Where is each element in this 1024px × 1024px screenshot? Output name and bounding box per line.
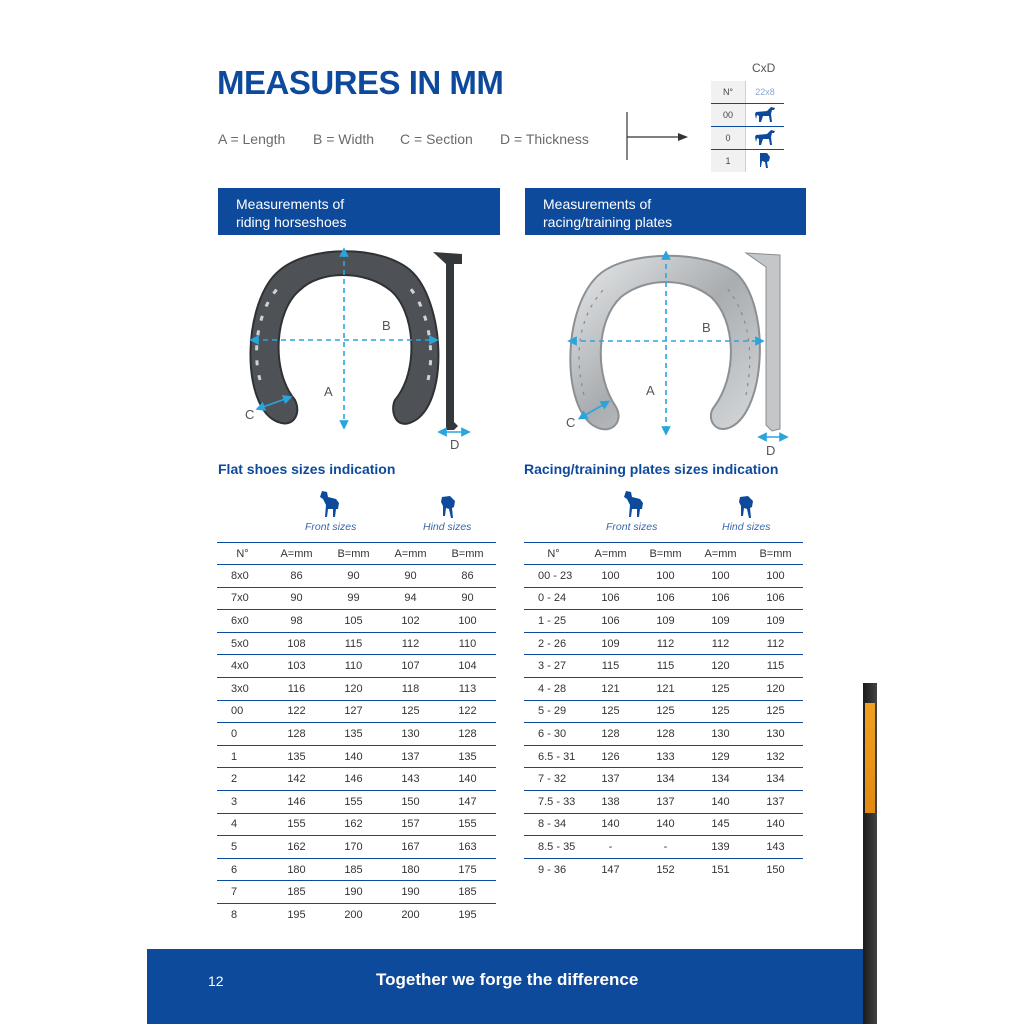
label-d: D xyxy=(450,437,460,452)
measure-cell: 98 xyxy=(268,610,325,633)
hind-horse-icon xyxy=(738,494,756,520)
measure-cell: 157 xyxy=(382,813,439,836)
measure-cell: 135 xyxy=(325,723,382,746)
table-row xyxy=(524,655,803,678)
racing-plates-title: Racing/training plates sizes indication xyxy=(524,461,779,477)
measure-cell: 163 xyxy=(439,836,496,859)
page-number: 12 xyxy=(208,973,224,989)
measure-cell: 200 xyxy=(344,908,363,921)
table-row xyxy=(217,587,496,610)
col-header: B=mm xyxy=(748,543,803,565)
riding-horseshoe-diagram xyxy=(230,240,500,455)
table-row xyxy=(524,836,803,859)
measure-cell: 115 xyxy=(325,632,382,655)
col-header: A=mm xyxy=(693,543,748,565)
measure-cell: 162 xyxy=(325,813,382,836)
size-number-cell: 5x0 xyxy=(217,632,268,655)
measure-cell: 106 xyxy=(638,587,693,610)
size-number-cell: 4x0 xyxy=(217,655,268,678)
table-row xyxy=(524,632,803,655)
measure-cell: 100 xyxy=(439,610,496,633)
measure-cell: 116 xyxy=(268,677,325,700)
measure-cell: 106 xyxy=(748,587,803,610)
footer-tagline: Together we forge the difference xyxy=(376,970,639,989)
measure-cell: 147 xyxy=(439,790,496,813)
label-c: C xyxy=(566,415,576,430)
measure-cell: 120 xyxy=(325,677,382,700)
label-d: D xyxy=(766,443,776,458)
size-number-cell: 5 - 29 xyxy=(524,700,583,723)
col-header: B=mm xyxy=(325,543,382,565)
measure-cell: 128 xyxy=(268,723,325,746)
measure-cell: 99 xyxy=(325,587,382,610)
measure-cell: 109 xyxy=(748,610,803,633)
measure-cell: 106 xyxy=(583,587,638,610)
table-row xyxy=(524,610,803,633)
measure-cell: 128 xyxy=(439,723,496,746)
size-number-cell: 5 xyxy=(217,836,268,859)
measure-cell: 100 xyxy=(638,565,693,588)
table-row xyxy=(524,723,803,746)
measure-cell: 162 xyxy=(268,836,325,859)
size-number-cell: 6.5 - 31 xyxy=(524,745,583,768)
measure-cell: 106 xyxy=(583,610,638,633)
table-row xyxy=(711,104,784,127)
racing-plate-diagram xyxy=(556,245,796,460)
flat-front-sizes: Front sizes xyxy=(305,521,357,533)
flat-hind-sizes: Hind sizes xyxy=(423,521,472,533)
table-row xyxy=(524,768,803,791)
size-number-cell: 6 - 30 xyxy=(524,723,583,746)
measure-cell: 110 xyxy=(325,655,382,678)
size-number-cell: 9 - 36 xyxy=(538,863,567,876)
front-horse-icon xyxy=(622,489,646,519)
size-number-cell: 6 xyxy=(217,858,268,881)
cxd-header: CxD xyxy=(752,61,776,75)
legend-thickness: D = Thickness xyxy=(500,131,589,147)
measure-cell: 112 xyxy=(638,632,693,655)
measure-cell: 115 xyxy=(583,655,638,678)
measure-cell: 155 xyxy=(325,790,382,813)
measure-cell: 112 xyxy=(693,632,748,655)
col-header: B=mm xyxy=(638,543,693,565)
horse-hind-icon xyxy=(746,150,785,173)
measure-cell: 140 xyxy=(583,813,638,836)
table-row xyxy=(524,813,803,836)
size-number-cell: 7 - 32 xyxy=(524,768,583,791)
table-row xyxy=(217,677,496,700)
racing-header-line2: racing/training plates xyxy=(543,214,673,230)
size-number-cell: 8x0 xyxy=(217,565,268,588)
measure-cell: - xyxy=(638,836,693,859)
size-number-cell: 7 xyxy=(217,881,268,904)
col-header: N° xyxy=(524,543,583,565)
measure-cell: 134 xyxy=(638,768,693,791)
horse-icon xyxy=(746,127,785,150)
measure-cell: 118 xyxy=(382,677,439,700)
measure-cell: 137 xyxy=(638,790,693,813)
measure-cell: 94 xyxy=(382,587,439,610)
measure-cell: 112 xyxy=(382,632,439,655)
table-row xyxy=(217,723,496,746)
table-row xyxy=(217,610,496,633)
measure-cell: 146 xyxy=(325,768,382,791)
measure-cell: 107 xyxy=(382,655,439,678)
measure-cell: 139 xyxy=(693,836,748,859)
front-horse-icon xyxy=(318,489,342,519)
table-row xyxy=(524,790,803,813)
table-row xyxy=(217,858,496,881)
measure-cell: 190 xyxy=(325,881,382,904)
measure-cell: 104 xyxy=(439,655,496,678)
table-row xyxy=(524,745,803,768)
measure-cell: 125 xyxy=(382,700,439,723)
measure-cell: 120 xyxy=(748,677,803,700)
size-number-cell: 2 - 26 xyxy=(524,632,583,655)
measure-cell: 86 xyxy=(268,565,325,588)
measure-cell: 90 xyxy=(268,587,325,610)
measure-cell: 128 xyxy=(583,723,638,746)
measure-cell: 180 xyxy=(268,858,325,881)
measure-cell: 125 xyxy=(638,700,693,723)
size-number-cell: 00 - 23 xyxy=(524,565,583,588)
table-header-row xyxy=(524,543,803,565)
riding-header-line1: Measurements of xyxy=(236,196,345,212)
measure-cell: 100 xyxy=(748,565,803,588)
measure-cell: 143 xyxy=(382,768,439,791)
racing-plate-icon xyxy=(570,256,760,430)
cxd-size: 1 xyxy=(711,150,746,173)
measure-cell: 146 xyxy=(268,790,325,813)
table-row xyxy=(217,836,496,859)
measure-cell: 180 xyxy=(382,858,439,881)
racing-front-sizes: Front sizes xyxy=(606,521,658,533)
measure-cell: 151 xyxy=(711,863,730,876)
measure-cell: 130 xyxy=(382,723,439,746)
measure-cell: 125 xyxy=(693,677,748,700)
measure-cell: 150 xyxy=(382,790,439,813)
measure-cell: 90 xyxy=(325,565,382,588)
measure-cell: 175 xyxy=(439,858,496,881)
size-number-cell: 3x0 xyxy=(217,677,268,700)
measure-cell: 126 xyxy=(583,745,638,768)
table-row xyxy=(217,768,496,791)
measure-cell: 140 xyxy=(638,813,693,836)
size-number-cell: 7x0 xyxy=(217,587,268,610)
measure-cell: 145 xyxy=(693,813,748,836)
measure-cell: 106 xyxy=(693,587,748,610)
measure-cell: 110 xyxy=(439,632,496,655)
measure-cell: 90 xyxy=(382,565,439,588)
measure-cell: 103 xyxy=(268,655,325,678)
riding-header-line2: riding horseshoes xyxy=(236,214,347,230)
label-c: C xyxy=(245,407,255,422)
col-header: A=mm xyxy=(583,543,638,565)
table-row xyxy=(217,632,496,655)
measure-cell: 135 xyxy=(439,745,496,768)
page-title: MEASURES IN MM xyxy=(217,64,504,101)
measure-cell: 100 xyxy=(693,565,748,588)
measure-cell: 137 xyxy=(748,790,803,813)
measure-cell: 115 xyxy=(748,655,803,678)
table-row xyxy=(524,565,803,588)
measure-cell: 125 xyxy=(693,700,748,723)
table-row xyxy=(217,813,496,836)
table-row xyxy=(217,790,496,813)
label-a: A xyxy=(646,383,655,398)
measure-cell: 86 xyxy=(439,565,496,588)
col-header: A=mm xyxy=(382,543,439,565)
size-number-cell: 0 - 24 xyxy=(524,587,583,610)
measure-cell: 185 xyxy=(439,881,496,904)
measure-cell: 133 xyxy=(638,745,693,768)
table-row xyxy=(217,745,496,768)
racing-plates-table xyxy=(524,542,803,880)
measure-cell: 137 xyxy=(382,745,439,768)
label-b: B xyxy=(702,320,711,335)
measure-cell: 170 xyxy=(325,836,382,859)
measure-cell: 167 xyxy=(382,836,439,859)
measure-cell: 121 xyxy=(583,677,638,700)
cxd-col-n: N° xyxy=(711,81,746,104)
measure-cell: 120 xyxy=(693,655,748,678)
measure-cell: 132 xyxy=(748,745,803,768)
legend-length: A = Length xyxy=(218,131,286,147)
measure-cell: 129 xyxy=(693,745,748,768)
measure-cell: 185 xyxy=(268,881,325,904)
pointer-arrow-icon xyxy=(620,108,692,164)
size-number-cell: 4 xyxy=(217,813,268,836)
legend-section: C = Section xyxy=(400,131,473,147)
measure-cell: 100 xyxy=(583,565,638,588)
measure-cell: 112 xyxy=(748,632,803,655)
size-number-cell: 8 xyxy=(231,908,238,921)
measure-cell: 109 xyxy=(638,610,693,633)
measure-cell: 138 xyxy=(583,790,638,813)
horse-icon xyxy=(746,104,785,127)
measure-cell: 134 xyxy=(693,768,748,791)
size-number-cell: 1 - 25 xyxy=(524,610,583,633)
hind-horse-icon xyxy=(440,494,458,520)
table-row xyxy=(711,127,784,150)
measure-cell: 109 xyxy=(583,632,638,655)
table-row xyxy=(524,587,803,610)
col-header: A=mm xyxy=(268,543,325,565)
measure-cell: 128 xyxy=(638,723,693,746)
size-number-cell: 7.5 - 33 xyxy=(524,790,583,813)
table-row xyxy=(711,81,784,104)
size-number-cell: 6x0 xyxy=(217,610,268,633)
size-number-cell: 1 xyxy=(217,745,268,768)
measure-cell: 108 xyxy=(268,632,325,655)
size-number-cell: 8 - 34 xyxy=(524,813,583,836)
label-a: A xyxy=(324,384,333,399)
measure-cell: 105 xyxy=(325,610,382,633)
measure-cell: 134 xyxy=(748,768,803,791)
col-header: B=mm xyxy=(439,543,496,565)
measure-cell: 185 xyxy=(325,858,382,881)
measure-cell: 140 xyxy=(325,745,382,768)
measure-cell: 143 xyxy=(748,836,803,859)
size-number-cell: 8.5 - 35 xyxy=(524,836,583,859)
table-row xyxy=(217,565,496,588)
measure-cell: 109 xyxy=(693,610,748,633)
measure-cell: 152 xyxy=(656,863,675,876)
col-header: N° xyxy=(217,543,268,565)
measure-cell: 122 xyxy=(439,700,496,723)
table-row xyxy=(217,655,496,678)
measure-cell: 200 xyxy=(401,908,420,921)
cxd-col-size: 22x8 xyxy=(746,81,785,104)
measure-cell: 125 xyxy=(748,700,803,723)
table-row xyxy=(217,881,496,904)
table-row xyxy=(217,700,496,723)
measure-cell: - xyxy=(583,836,638,859)
racing-plates-header xyxy=(525,188,806,235)
racing-hind-sizes: Hind sizes xyxy=(722,521,771,533)
flat-shoes-title: Flat shoes sizes indication xyxy=(218,461,396,477)
measure-cell: 137 xyxy=(583,768,638,791)
measure-cell: 135 xyxy=(268,745,325,768)
side-photo-strip xyxy=(863,683,877,1024)
table-row xyxy=(524,700,803,723)
measure-cell: 115 xyxy=(638,655,693,678)
racing-header-line1: Measurements of xyxy=(543,196,652,212)
measure-cell: 155 xyxy=(268,813,325,836)
size-number-cell: 2 xyxy=(217,768,268,791)
cxd-size: 00 xyxy=(711,104,746,127)
measure-cell: 195 xyxy=(287,908,306,921)
measure-cell: 125 xyxy=(583,700,638,723)
size-number-cell: 3 xyxy=(217,790,268,813)
table-row xyxy=(217,903,496,925)
measure-cell: 102 xyxy=(382,610,439,633)
size-number-cell: 3 - 27 xyxy=(524,655,583,678)
measure-cell: 147 xyxy=(601,863,620,876)
legend-width: B = Width xyxy=(313,131,375,147)
measure-cell: 195 xyxy=(458,908,477,921)
measure-cell: 155 xyxy=(439,813,496,836)
measure-cell: 140 xyxy=(439,768,496,791)
table-header-row xyxy=(217,543,496,565)
size-number-cell: 0 xyxy=(217,723,268,746)
riding-horseshoes-header xyxy=(218,188,500,235)
measure-cell: 130 xyxy=(693,723,748,746)
cxd-size: 0 xyxy=(711,127,746,150)
measure-cell: 150 xyxy=(766,863,785,876)
cxd-table xyxy=(711,81,784,172)
measure-cell: 142 xyxy=(268,768,325,791)
table-row xyxy=(524,858,803,880)
table-row xyxy=(524,677,803,700)
size-number-cell: 4 - 28 xyxy=(524,677,583,700)
measure-cell: 140 xyxy=(748,813,803,836)
flat-shoes-table xyxy=(217,542,496,926)
measure-cell: 130 xyxy=(748,723,803,746)
measure-cell: 90 xyxy=(439,587,496,610)
measure-cell: 140 xyxy=(693,790,748,813)
measure-cell: 122 xyxy=(268,700,325,723)
measure-cell: 127 xyxy=(325,700,382,723)
size-number-cell: 00 xyxy=(217,700,268,723)
table-row xyxy=(711,150,784,173)
measure-cell: 113 xyxy=(439,677,496,700)
measure-cell: 190 xyxy=(382,881,439,904)
measure-cell: 121 xyxy=(638,677,693,700)
label-b: B xyxy=(382,318,391,333)
